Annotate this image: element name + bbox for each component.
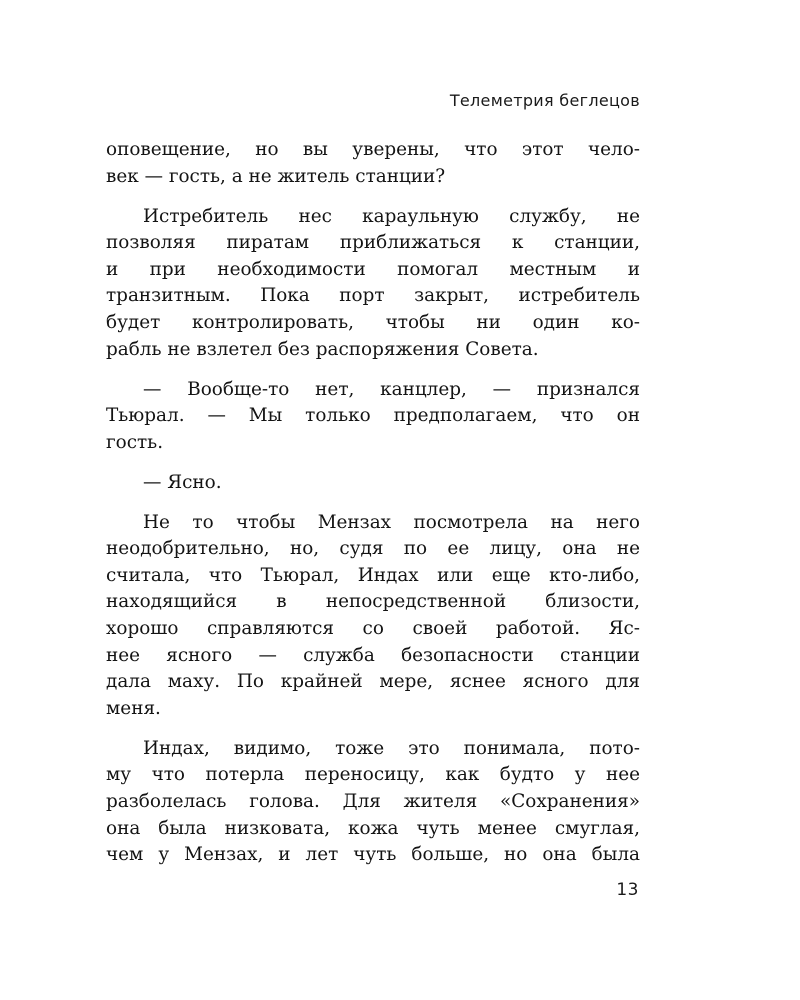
text-line: дала маху. По крайней мере, яснее ясного для (106, 671, 640, 693)
text-line: и при необходимости помогал местным и (106, 258, 640, 280)
text-line: Истребитель нес караульную службу, не (143, 205, 640, 227)
text-line: оповещение, но вы уверены, что этот чело- (106, 139, 640, 160)
text-line: разболелась голова. Для жителя «Сохранения» (106, 791, 640, 813)
paragraph (106, 470, 640, 497)
text-line: рабль не взлетел без распоряжения Совета. (106, 338, 539, 360)
text-line: му что потерла переносицу, как будто у нее (106, 764, 640, 786)
text-line: — Вообще-то нет, канцлер, — признался (143, 378, 640, 400)
body-text (106, 137, 640, 869)
text-line: Не то чтобы Мензах посмотрела на него (143, 511, 640, 533)
text-line: гость. (106, 431, 164, 453)
text-line: нее ясного — служба безопасности станции (106, 644, 640, 666)
paragraph (106, 510, 640, 723)
text-line: находящийся в непосредственной близости, (106, 591, 640, 613)
text-line: хорошо справляются со своей работой. Яс- (106, 618, 640, 640)
paragraph (106, 137, 640, 190)
running-title: Телеметрия беглецов (449, 91, 640, 110)
text-line: меня. (106, 697, 161, 719)
text-line: считала, что Тьюрал, Индах или еще кто-либо, (106, 564, 640, 586)
text-line: неодобрительно, но, судя по ее лицу, она не (106, 538, 640, 560)
text-line: будет контролировать, чтобы ни один ко- (106, 311, 640, 333)
text-line: Индах, видимо, тоже это понимала, пото- (143, 737, 640, 759)
text-line: позволяя пиратам приближаться к станции, (106, 232, 640, 254)
text-line: век — гость, а не житель станции? (106, 165, 446, 187)
paragraph (106, 377, 640, 457)
text-line: транзитным. Пока порт закрыт, истребитель (106, 285, 640, 307)
paragraph (106, 204, 640, 364)
text-line: она была низковата, кожа чуть менее смуглая, (106, 817, 640, 839)
text-line: чем у Мензах, и лет чуть больше, но она была (106, 844, 640, 866)
page-number: 13 (616, 880, 639, 900)
paragraph (106, 736, 640, 869)
text-line: Тьюрал. — Мы только предполагаем, что он (106, 405, 640, 427)
text-line: — Ясно. (143, 471, 222, 493)
